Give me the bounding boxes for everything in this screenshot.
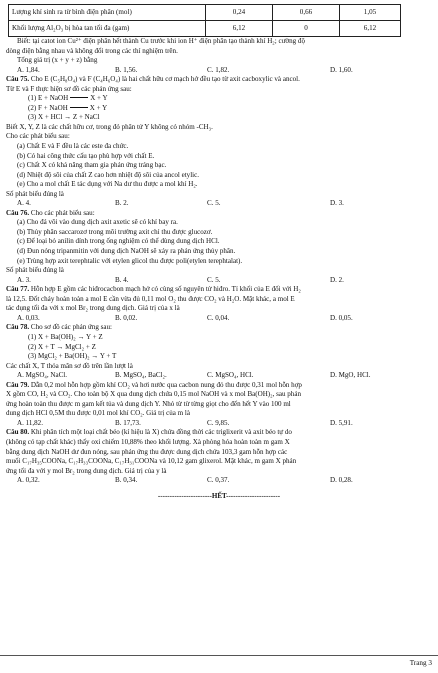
option-a: A. 11,82. <box>17 418 43 427</box>
option-a: A. 3. <box>17 275 31 284</box>
option-c: C. 5. <box>207 199 221 208</box>
q77-line <box>6 285 432 295</box>
statement: (c) Chất X có khả năng tham gia phản ứng tráng bạc. <box>17 161 167 170</box>
q79-line: ứng hoàn toàn thu được m gam kết tủa và dung dịch Y. Nhỏ từ từ từng giọt cho đến hết Y vào 100 ml <box>6 399 291 408</box>
table-row <box>9 5 401 21</box>
q77-line: là 12,5. Đốt cháy hoàn toàn a mol E cần vừa đủ 0,11 mol O₂ thu được CO₂ và H₂O. Mặt khác, a mol E <box>6 294 295 303</box>
q78-line <box>6 323 432 333</box>
question-text: Cho các phát biểu sau: <box>30 208 95 217</box>
question-number: Câu 78. <box>6 323 30 332</box>
intro-line: Biết: tại catot ion Cu²⁺ điện phân hết thành Cu trước khi ion H⁺ điện phân tạo thành khí H₂; cường độ <box>17 37 305 45</box>
q80-line: muối C₁₇H₃₅COONa, C₁₇H₃₃COONa, C₁₇H₃₁COONa và 10,12 gam glixerol. Mặt khác, m gam X phản <box>6 457 297 466</box>
q78-line: Các chất X, T thỏa mãn sơ đồ trên lần lượt là <box>6 361 133 370</box>
option-b: B. 4. <box>115 275 129 284</box>
q76-line <box>6 209 432 219</box>
q77-line: tác dụng tối đa với x mol Br₂ trong dung dịch. Giá trị của x là <box>6 304 180 313</box>
table-cell: 6,12 <box>206 21 273 37</box>
reaction-left: (2) F + NaOH <box>28 103 68 112</box>
q77-options <box>6 314 432 324</box>
heat-arrow <box>70 104 88 108</box>
statement: (a) Cho đá vôi vào dung dịch axit axetic sẽ có khí bay ra. <box>17 218 178 227</box>
q75-line: Biết X, Y, Z là các chất hữu cơ, trong đó phân tử Y không có nhóm -CH₃. <box>6 122 213 131</box>
option-a: A. 4. <box>17 199 31 208</box>
page-number: Trang 3 <box>409 659 432 667</box>
q80-line: ứng tối đa với y mol Br₂ trong dung dịch. Giá trị của y là <box>6 466 167 475</box>
reaction-1 <box>6 94 432 104</box>
q75-line: Cho các phát biểu sau: <box>6 132 70 141</box>
q74-options <box>6 66 432 76</box>
statement: (d) Đun nóng tripanmitin với dung dịch NaOH sẽ xảy ra phản ứng thủy phân. <box>17 247 236 256</box>
question-text: Cho E (C₅H₈O₄) và F (C₄H₆O₄) là hai chất hữu cơ mạch hở đều tạo từ axit cacboxylic và ancol. <box>30 75 300 84</box>
statement: (c) Để loại bỏ anilin dính trong ống nghiệm có thể dùng dung dịch HCl. <box>17 237 220 246</box>
question-number: Câu 79. <box>6 380 30 389</box>
option-d: D. 0,05. <box>330 313 353 322</box>
electrolysis-table <box>8 4 401 37</box>
q80-line: bằng dung dịch NaOH dư đun nóng, sau phản ứng thu được dung dịch chứa 103,3 gam hỗn hợp các <box>6 447 288 456</box>
page-footer <box>0 655 438 673</box>
option-a: A. 0,03. <box>17 313 40 322</box>
count-line: Số phát biểu đúng là <box>6 266 64 275</box>
option-b: B. 17,73. <box>115 418 141 427</box>
option-d: D. 2. <box>330 275 344 284</box>
statement: (d) Nhiệt độ sôi của chất Z cao hơn nhiệt độ sôi của ancol etylic. <box>17 170 199 179</box>
option-c: C. 5. <box>207 275 221 284</box>
reaction-3: (3) X + HCl → Z + NaCl <box>28 113 100 122</box>
option-a: A. MgSO₄, NaCl. <box>17 371 68 380</box>
table-cell: 1,05 <box>340 5 401 21</box>
q80-line: (không có tạp chất khác) thấy oxi chiếm 10,88% theo khối lượng. Xà phòng hóa hoàn toàn m gam X <box>6 437 290 446</box>
statement: (a) Chất E và F đều là các este đa chức. <box>17 142 129 151</box>
option-b: B. 1,56. <box>115 65 138 74</box>
count-line: Số phát biểu đúng là <box>6 189 64 198</box>
heat-arrow <box>70 94 88 98</box>
q80-line <box>6 428 432 438</box>
question-number: Câu 77. <box>6 285 30 294</box>
arrow-label <box>75 94 78 97</box>
option-d: D. 1,60. <box>330 65 353 74</box>
question-text: Dẫn 0,2 mol hỗn hợp gồm khí CO₂ và hơi nước qua cacbon nung đỏ thu được 0,31 mol hỗn hợp <box>30 380 302 389</box>
option-b: B. 0,34. <box>115 476 138 485</box>
option-d: D. 3. <box>330 199 344 208</box>
question-text: Cho sơ đồ các phản ứng sau: <box>30 323 113 332</box>
table-cell: 6,12 <box>340 21 401 37</box>
table-cell: 0,66 <box>273 5 340 21</box>
statement: (e) Cho a mol chất E tác dụng với Na dư thu được a mol khí H₂. <box>17 180 198 189</box>
reaction: (2) X + T → MgCl₂ + Z <box>28 342 96 351</box>
option-b: B. 0,02. <box>115 313 138 322</box>
q79-line <box>6 381 432 391</box>
option-c: C. 0,04. <box>207 313 230 322</box>
reaction: (3) MgCl₂ + Ba(OH)₂ → Y + T <box>28 352 117 361</box>
question-text: Hỗn hợp E gồm các hiđrocacbon mạch hở có cùng số nguyên tử hiđro. Tỉ khối của E đối với H₂ <box>30 285 301 294</box>
option-c: C. 9,85. <box>207 418 230 427</box>
q78-options <box>6 371 432 381</box>
option-b: B. MgSO₄, BaCl₂. <box>115 371 167 380</box>
table-cell: 0,24 <box>206 5 273 21</box>
reaction: (1) X + Ba(OH)₂ → Y + Z <box>28 332 103 341</box>
option-b: B. 2. <box>115 199 129 208</box>
reaction-left: (1) E + NaOH <box>28 94 69 103</box>
arrow-label <box>75 104 78 107</box>
q75-line: Từ E và F thực hiện sơ đồ các phản ứng sau: <box>6 84 132 93</box>
table-cell: 0 <box>273 21 340 37</box>
reaction-right: X + Y <box>90 94 108 103</box>
reaction-2 <box>6 104 432 114</box>
option-d: D. MgO, HCl. <box>330 371 371 380</box>
table-row <box>9 21 401 37</box>
q80-options <box>6 476 432 486</box>
end-marker: -----------------------HẾT----------------------- <box>157 491 281 500</box>
q75-line <box>6 75 432 85</box>
option-c: C. MgSO₄, HCl. <box>207 371 254 380</box>
option-a: A. 0,32. <box>17 476 40 485</box>
statement: (b) Có hai công thức cấu tạo phù hợp với chất E. <box>17 151 155 160</box>
reaction-right: X + Y <box>89 103 108 112</box>
table-cell: Khối lượng Al₂O₃ bị hòa tan tối đa (gam) <box>9 21 206 37</box>
q75-options <box>6 199 432 209</box>
q79-line: dung dịch HCl 0,5M thu được 0,01 mol khí CO₂. Giá trị của m là <box>6 409 191 418</box>
question-number: Câu 75. <box>6 75 30 84</box>
exam-page <box>6 4 432 501</box>
q79-options <box>6 419 432 429</box>
table-cell: Lượng khí sinh ra từ bình điện phân (mol) <box>9 5 206 21</box>
intro-line: dòng điện bằng nhau và không đổi trong các thí nghiệm trên. <box>6 46 178 55</box>
question-number: Câu 76. <box>6 208 30 217</box>
intro-line: Tổng giá trị (x + y + z) bằng <box>17 56 98 65</box>
option-d: D. 0,28. <box>330 476 353 485</box>
q76-options <box>6 276 432 286</box>
statement: (e) Trùng hợp axit terephtalic với etylen glicol thu được poli(etylen terephtalat). <box>17 256 243 265</box>
option-d: D. 5,91. <box>330 418 353 427</box>
question-text: Khi phân tích một loại chất béo (kí hiệu là X) chứa đồng thời các triglixerit và axit béo tự do <box>30 428 292 437</box>
option-c: C. 1,82. <box>207 65 230 74</box>
option-c: C. 0,37. <box>207 476 230 485</box>
question-number: Câu 80. <box>6 428 30 437</box>
statement: (b) Thủy phân saccarozơ trong môi trường axit chỉ thu được glucozơ. <box>17 227 213 236</box>
option-a: A. 1,84. <box>17 65 40 74</box>
q79-line: X gồm CO, H₂ và CO₂. Cho toàn bộ X qua dung dịch chứa 0,15 mol NaOH và x mol Ba(OH)₂, sau phản <box>6 390 301 399</box>
